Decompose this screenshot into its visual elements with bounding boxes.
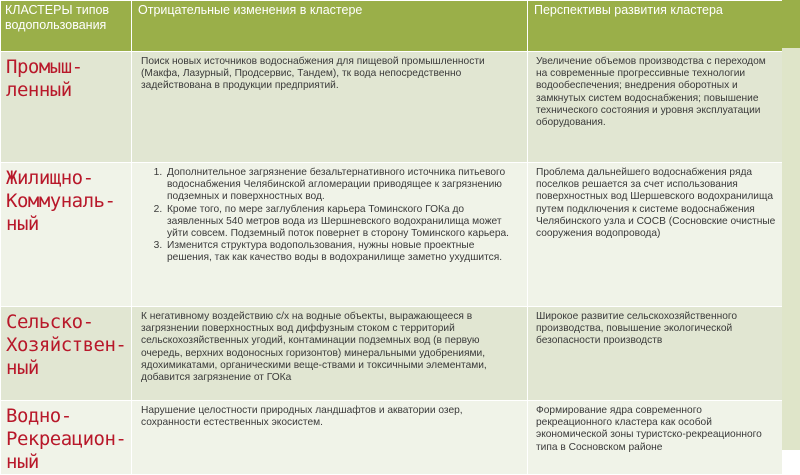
negative-changes-cell: Нарушение целостности природных ландшафтов и акватории озер, сохранности естественных экосистем. [132, 401, 528, 475]
table-row-recreational [1, 401, 783, 475]
header-prospects: Перспективы развития кластера [528, 1, 783, 52]
table-row-industrial [1, 52, 783, 163]
prospects-cell: Формирование ядра современного рекреационного кластера как особой экономической зоны туристско-рекреационного типа в Сосновском районе [528, 401, 783, 475]
prospects-cell: Широкое развитие сельскохозяйственного производства, повышение экологической безопасности производств [528, 307, 783, 401]
slide-edge-strip-lower [782, 48, 800, 450]
list-item: 3. Изменится структура водопользования, нужны новые проектные решения, так как качество воды в водохранилище заметно ухудшится. [165, 240, 521, 264]
negative-changes-list [141, 167, 521, 265]
prospects-cell: Увеличение объемов производства с переходом на современные прогрессивные технологии водообеспечения; внедрения оборотных и замкнутых систем водоснабжения; повышение технического состояния и уровня эксплуатации оборудования. [528, 52, 783, 163]
negative-changes-cell: К негативному воздействию с/х на водные объекты, выражающееся в загрязнении поверхностных вод диффузным стоком с территорий сельскохозяйственных угодий, контаминации подземных вод (в первую очередь, верхних водоносных горизонтов) минеральными удобрениями, ядохимикатами, органическими веще-ствами и токсичными элементами, добавится загрязнение от ГОКа [132, 307, 528, 401]
list-item: 1. Дополнительное загрязнение безальтернативного источника питьевого водоснабжения Челябинской агломерации приводящее к загрязнению подземных и поверхностных вод. [165, 167, 521, 204]
table-row-housing [1, 163, 783, 307]
slide-edge-strip [782, 0, 800, 450]
negative-changes-cell [132, 163, 528, 307]
prospects-cell: Проблема дальнейшего водоснабжения ряда поселков решается за счет использования поверхностных вод Шершевского водохранилища путем подключения к системе водоснабжения Челябинского узла и СОСВ (Сосновские очистные сооружения водопровода) [528, 163, 783, 307]
header-clusters: КЛАСТЕРЫ типов водопользования [1, 1, 132, 52]
list-item: 2. Кроме того, по мере заглубления карьера Томинского ГОКа до заявленных 540 метров вода из Шершневского водохранилища может уйти совсем. Подземный поток повернет в сторону Томинского карьера. [165, 204, 521, 241]
header-row [1, 1, 783, 52]
cluster-name: Сельско-Хозяйствен-ный [1, 307, 132, 401]
cluster-name: Промыш-ленный [1, 52, 132, 163]
table-row-agricultural [1, 307, 783, 401]
header-negative-changes: Отрицательные изменения в кластере [132, 1, 528, 52]
cluster-name: Водно-Рекреацион-ный [1, 401, 132, 475]
cluster-name: Жилищно-Коммуналь-ный [1, 163, 132, 307]
negative-changes-cell: Поиск новых источников водоснабжения для пищевой промышленности (Макфа, Лазурный, Продсервис, Тандем), тк вода непосредственно задействована в продукции предприятий. [132, 52, 528, 163]
